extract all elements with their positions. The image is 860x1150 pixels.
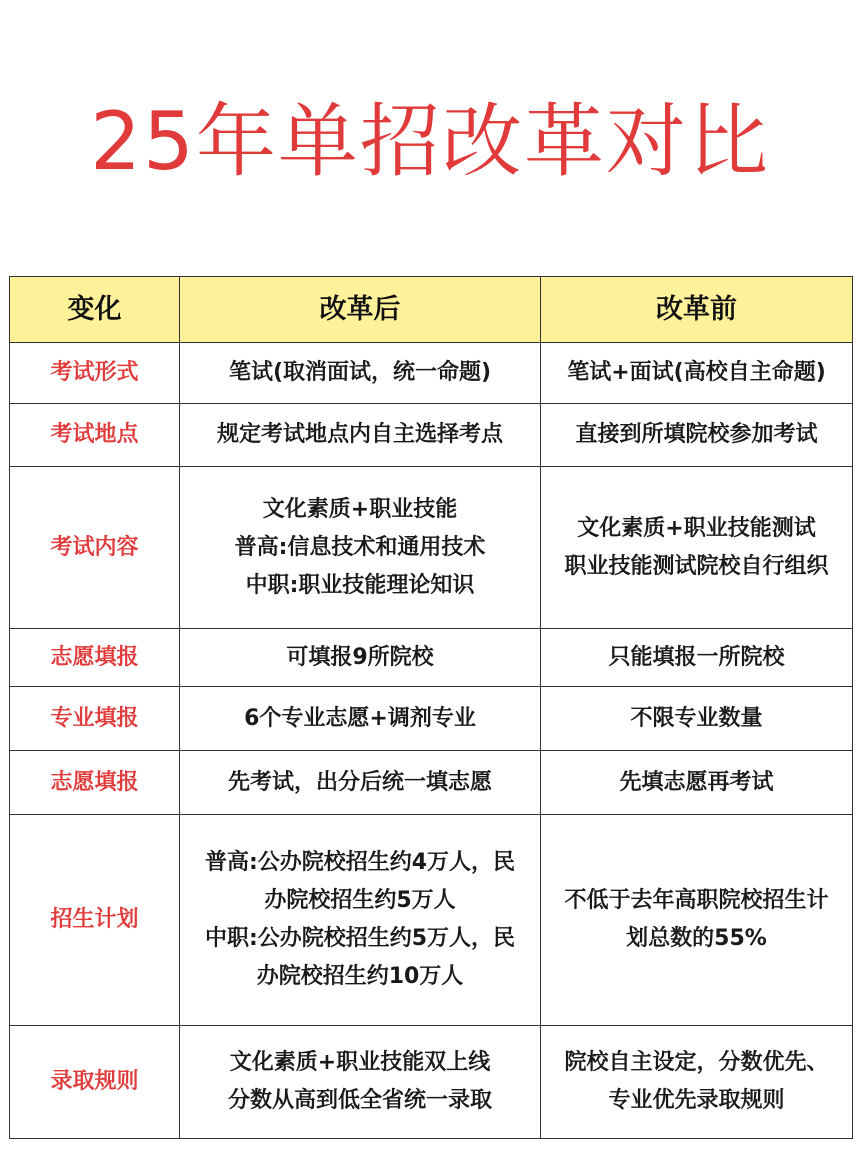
table-row — [10, 687, 853, 751]
cell-line: 不低于去年高职院校招生计 — [564, 888, 829, 913]
before-cell — [541, 815, 853, 1026]
cell-line: 笔试(取消面试，统一命题) — [228, 360, 492, 385]
cell-line: 6个专业志愿+调剂专业 — [244, 705, 476, 731]
table-row — [10, 343, 853, 404]
before-cell — [541, 1026, 853, 1139]
cell-line: 中职:职业技能理论知识 — [245, 572, 475, 598]
cell-line: 分数从高到低全省统一录取 — [227, 1088, 492, 1113]
cell-line: 先填志愿再考试 — [619, 769, 774, 795]
page-title: 25年单招改革对比 — [90, 95, 770, 188]
after-cell — [180, 629, 541, 687]
row-category: 志愿填报 — [10, 751, 180, 815]
header-before-reform: 改革前 — [541, 277, 853, 343]
cell-line: 普高:信息技术和通用技术 — [234, 534, 486, 560]
row-category: 考试地点 — [10, 404, 180, 467]
cell-line: 先考试，出分后统一填志愿 — [227, 769, 492, 795]
before-cell — [541, 404, 853, 467]
table-row — [10, 1026, 853, 1139]
before-cell — [541, 343, 853, 404]
cell-line: 规定考试地点内自主选择考点 — [216, 422, 503, 447]
table-header-row — [10, 277, 853, 343]
cell-line: 职业技能测试院校自行组织 — [564, 553, 829, 579]
after-cell — [180, 815, 541, 1026]
table-row — [10, 404, 853, 467]
cell-line: 只能填报一所院校 — [608, 644, 785, 670]
row-category: 考试形式 — [10, 343, 180, 404]
cell-line: 文化素质+职业技能 — [262, 496, 458, 522]
table-row — [10, 751, 853, 815]
after-cell — [180, 343, 541, 404]
cell-line: 办院校招生约10万人 — [256, 964, 464, 989]
cell-line: 可填报9所院校 — [286, 644, 434, 670]
row-category: 录取规则 — [10, 1026, 180, 1139]
cell-line: 文化素质+职业技能测试 — [577, 515, 816, 541]
after-cell — [180, 467, 541, 629]
cell-line: 中职:公办院校招生约5万人，民 — [204, 926, 516, 951]
after-cell — [180, 687, 541, 751]
row-category: 志愿填报 — [10, 629, 180, 687]
cell-line: 不限专业数量 — [630, 705, 763, 731]
cell-line: 院校自主设定，分数优先、 — [564, 1050, 829, 1075]
after-cell — [180, 404, 541, 467]
table-row — [10, 629, 853, 687]
cell-line: 普高:公办院校招生约4万人，民 — [204, 850, 516, 875]
row-category: 专业填报 — [10, 687, 180, 751]
comparison-table — [9, 276, 853, 1139]
after-cell — [180, 1026, 541, 1139]
before-cell — [541, 751, 853, 815]
before-cell — [541, 687, 853, 751]
table-row — [10, 467, 853, 629]
row-category: 招生计划 — [10, 815, 180, 1026]
header-after-reform: 改革后 — [180, 277, 541, 343]
table-row — [10, 815, 853, 1026]
cell-line: 专业优先录取规则 — [608, 1088, 785, 1113]
cell-line: 直接到所填院校参加考试 — [575, 422, 818, 447]
after-cell — [180, 751, 541, 815]
cell-line: 文化素质+职业技能双上线 — [229, 1050, 491, 1075]
cell-line: 笔试+面试(高校自主命题) — [567, 360, 826, 385]
cell-line: 办院校招生约5万人 — [264, 888, 456, 913]
before-cell — [541, 467, 853, 629]
header-change: 变化 — [10, 277, 180, 343]
row-category: 考试内容 — [10, 467, 180, 629]
before-cell — [541, 629, 853, 687]
cell-line: 划总数的55% — [626, 926, 767, 951]
